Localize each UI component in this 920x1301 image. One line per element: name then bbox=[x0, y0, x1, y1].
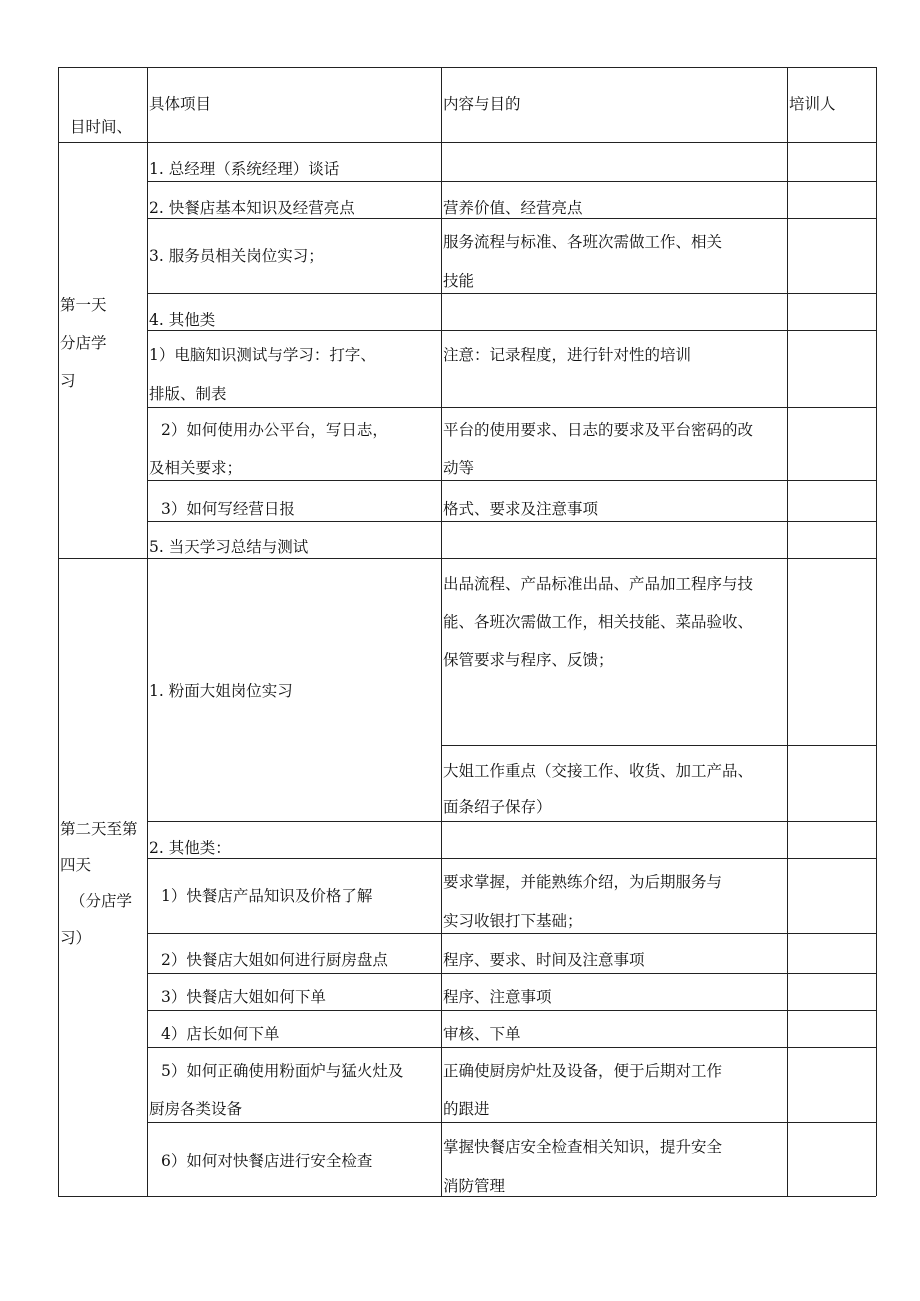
row-content-line1: 平台的使用要求、日志的要求及平台密码的改 bbox=[443, 421, 754, 439]
day2-label-line1: 第二天至第 bbox=[60, 820, 138, 838]
row-content: 注意：记录程度，进行针对性的培训 bbox=[443, 346, 692, 364]
row-content: 格式、要求及注意事项 bbox=[443, 500, 599, 518]
row-item: 2）快餐店大姐如何进行厨房盘点 bbox=[161, 951, 388, 969]
row-content-line2: 动等 bbox=[443, 459, 475, 477]
day2-label-line3: （分店学 bbox=[70, 892, 133, 910]
row-content-a-line2: 能、各班次需做工作，相关技能、菜品验收、 bbox=[443, 613, 754, 631]
row-item: 3. 服务员相关岗位实习； bbox=[149, 247, 324, 265]
row-content-line2: 技能 bbox=[443, 272, 475, 290]
row-content-line1: 要求掌握，并能熟练介绍，为后期服务与 bbox=[443, 873, 723, 891]
row-item-line1: 5）如何正确使用粉面炉与猛火灶及 bbox=[161, 1062, 404, 1080]
header-time-item: 目时间、 bbox=[70, 118, 133, 136]
day1-label-line3: 习 bbox=[60, 372, 76, 390]
row-content-b-line2: 面条绍子保存） bbox=[443, 798, 552, 816]
row-item: 2. 其他类： bbox=[149, 839, 231, 857]
row-item: 4. 其他类 bbox=[149, 311, 216, 329]
row-content-line2: 消防管理 bbox=[443, 1177, 506, 1195]
row-item: 3）快餐店大姐如何下单 bbox=[161, 988, 326, 1006]
row-content-line1: 服务流程与标准、各班次需做工作、相关 bbox=[443, 233, 723, 251]
row-content: 程序、要求、时间及注意事项 bbox=[443, 951, 645, 969]
row-item-line1: 1）电脑知识测试与学习：打字、 bbox=[149, 346, 376, 364]
row-item: 4）店长如何下单 bbox=[161, 1025, 280, 1043]
row-item: 1. 总经理（系统经理）谈话 bbox=[149, 160, 340, 178]
row-item-line2: 厨房各类设备 bbox=[149, 1100, 243, 1118]
row-item-line1: 2）如何使用办公平台，写日志， bbox=[161, 421, 388, 439]
row-content-b-line1: 大姐工作重点（交接工作、收货、加工产品、 bbox=[443, 762, 754, 780]
day2-label-line4: 习） bbox=[60, 929, 92, 947]
row-item: 1）快餐店产品知识及价格了解 bbox=[161, 887, 373, 905]
row-item: 5. 当天学习总结与测试 bbox=[149, 538, 309, 556]
header-trainer: 培训人 bbox=[789, 95, 836, 113]
row-content-line2: 实习收银打下基础； bbox=[443, 912, 583, 930]
row-content: 营养价值、经营亮点 bbox=[443, 199, 583, 217]
row-content: 审核、下单 bbox=[443, 1025, 521, 1043]
row-item-line2: 排版、制表 bbox=[149, 385, 227, 403]
day1-label-line1: 第一天 bbox=[60, 296, 107, 314]
row-content-line1: 正确使厨房炉灶及设备，便于后期对工作 bbox=[443, 1062, 723, 1080]
header-content: 内容与目的 bbox=[443, 95, 521, 113]
row-content-a-line3: 保管要求与程序、反馈； bbox=[443, 651, 614, 669]
day2-label-line2: 四天 bbox=[60, 856, 92, 874]
row-item: 1. 粉面大姐岗位实习 bbox=[149, 682, 293, 700]
day1-label-line2: 分店学 bbox=[60, 334, 107, 352]
row-content: 程序、注意事项 bbox=[443, 988, 552, 1006]
row-content-line2: 的跟进 bbox=[443, 1100, 490, 1118]
row-content-a-line1: 出品流程、产品标准出品、产品加工程序与技 bbox=[443, 575, 754, 593]
row-item: 3）如何写经营日报 bbox=[161, 500, 295, 518]
header-item: 具体项目 bbox=[149, 95, 212, 113]
row-item: 6）如何对快餐店进行安全检查 bbox=[161, 1152, 373, 1170]
row-item-line2: 及相关要求； bbox=[149, 459, 243, 477]
row-item: 2. 快餐店基本知识及经营亮点 bbox=[149, 199, 355, 217]
row-content-line1: 掌握快餐店安全检查相关知识，提升安全 bbox=[443, 1138, 723, 1156]
